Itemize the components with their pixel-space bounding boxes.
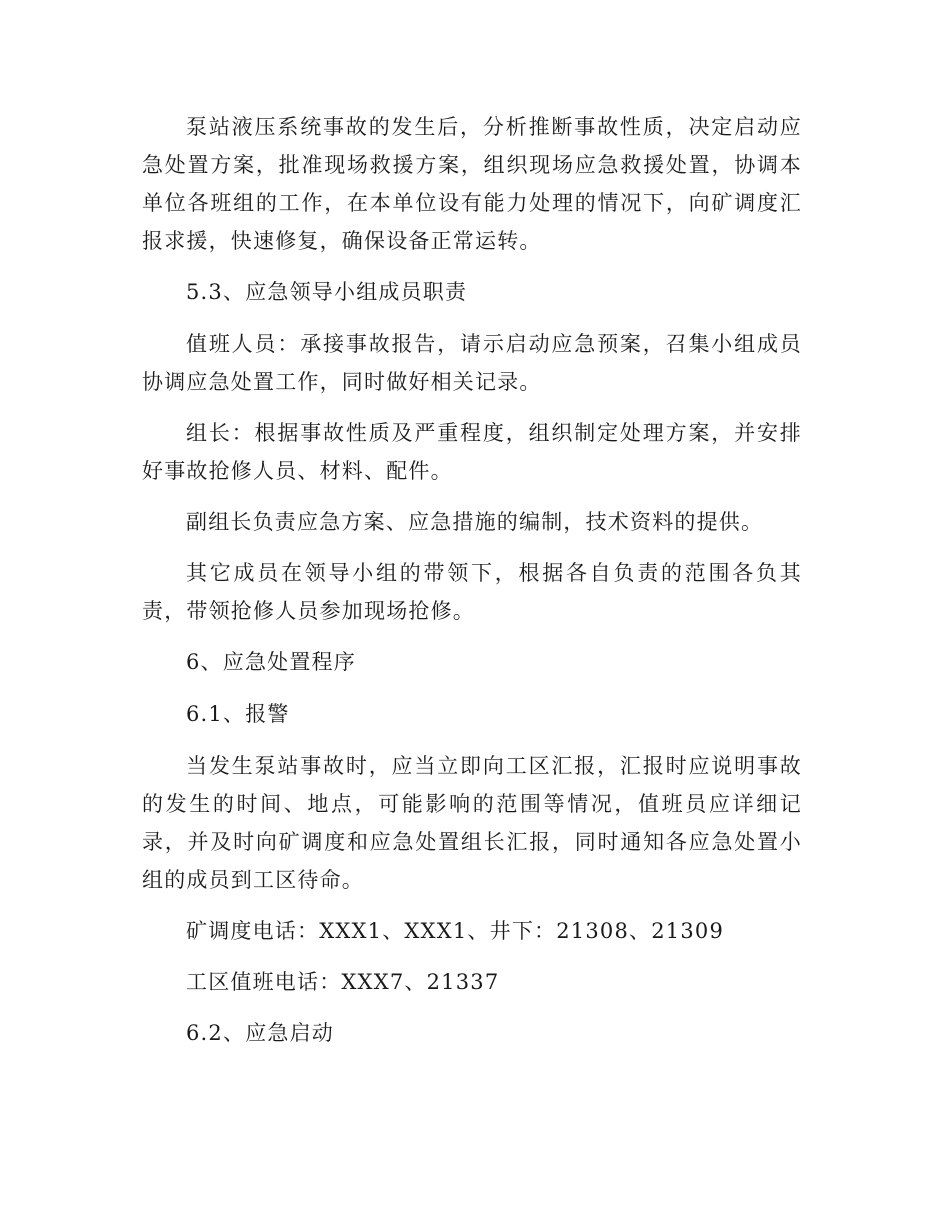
paragraph-duty-staff: 值班人员：承接事故报告，请示启动应急预案，召集小组成员协调应急处置工作，同时做好相关记录。	[142, 332, 802, 394]
paragraph-other-members: 其它成员在领导小组的带领下，根据各自负责的范围各负其责，带领抢修人员参加现场抢修。	[142, 561, 802, 623]
paragraph-alarm-procedure: 当发生泵站事故时，应当立即向工区汇报，汇报时应说明事故的发生的时间、地点，可能影响的范围等情况，值班员应详细记录，并及时向矿调度和应急处置组长汇报，同时通知各应急处置小组的成员到工区待命。	[142, 754, 802, 892]
section-heading-6-1: 6.1、报警	[186, 702, 290, 726]
section-heading-6: 6、应急处置程序	[186, 650, 356, 674]
paragraph-mine-dispatch-phone: 矿调度电话：XXX1、XXX1、井下：21308、21309	[186, 919, 725, 943]
section-heading-5-3: 5.3、应急领导小组成员职责	[186, 280, 468, 304]
paragraph-incident-response: 泵站液压系统事故的发生后，分析推断事故性质，决定启动应急处置方案，批准现场救援方案，组织现场应急救援处置，协调本单位各班组的工作，在本单位设有能力处理的情况下，向矿调度汇报求援，快速修复，确保设备正常运转。	[142, 115, 802, 253]
document-body	[142, 108, 802, 1066]
section-heading-6-2: 6.2、应急启动	[186, 1021, 334, 1045]
paragraph-team-leader: 组长：根据事故性质及严重程度，组织制定处理方案，并安排好事故抢修人员、材料、配件。	[142, 421, 802, 483]
paragraph-duty-phone: 工区值班电话：XXX7、21337	[186, 970, 500, 994]
paragraph-deputy-leader: 副组长负责应急方案、应急措施的编制，技术资料的提供。	[186, 510, 764, 534]
